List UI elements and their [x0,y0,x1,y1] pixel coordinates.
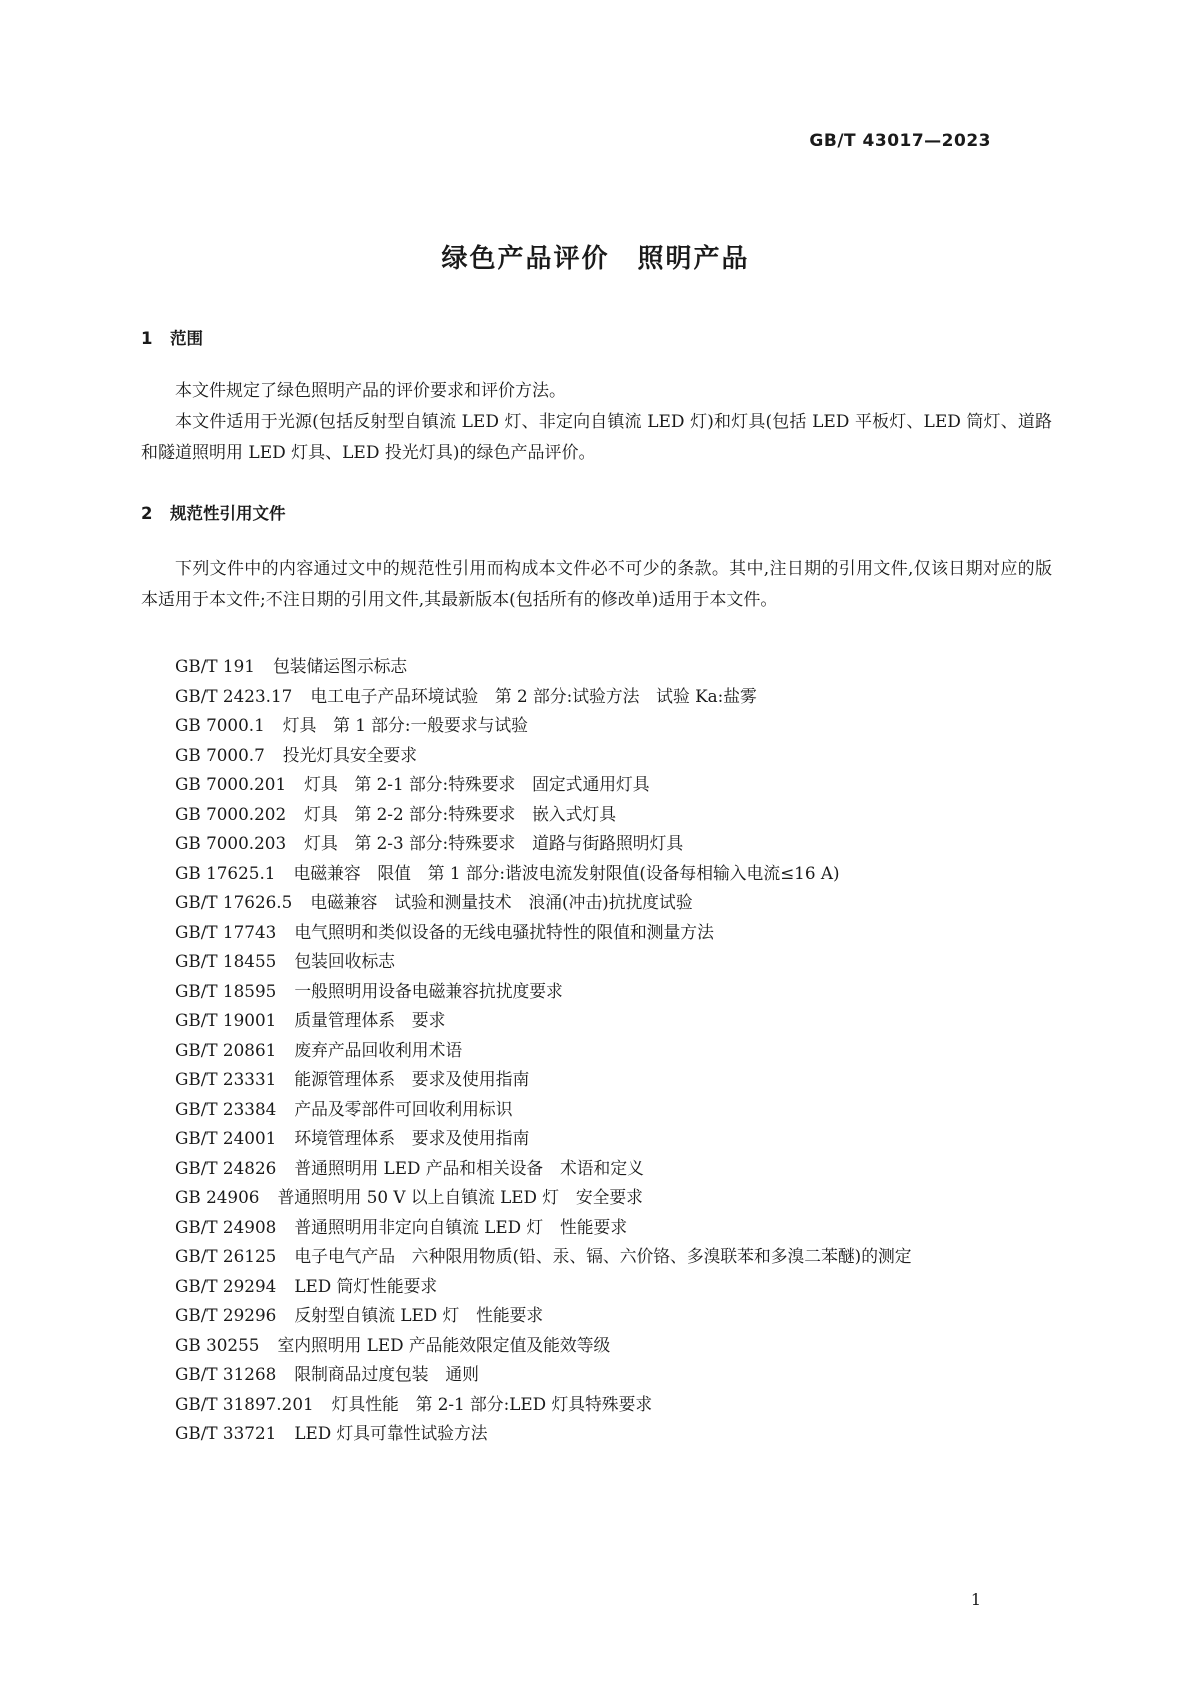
reference-title: 灯具 第 2-2 部分:特殊要求 嵌入式灯具 [304,803,617,824]
reference-item [175,977,912,1007]
reference-title: 能源管理体系 要求及使用指南 [294,1069,530,1089]
reference-code: GB 7000.201 [175,774,287,794]
section-heading-normative-references [141,500,286,524]
section-number: 1 [141,329,153,348]
reference-item [175,1331,912,1361]
reference-title: 电磁兼容 试验和测量技术 浪涌(冲击)抗扰度试验 [310,892,693,912]
reference-code: GB/T 33721 [175,1423,277,1443]
reference-item [175,682,912,712]
reference-item [175,918,912,948]
reference-code: GB/T 23384 [175,1098,277,1119]
reference-item [175,770,912,800]
references-intro-paragraph: 下列文件中的内容通过文中的规范性引用而构成本文件必不可少的条款。其中,注日期的引用文件,仅该日期对应的版本适用于本文件;不注日期的引用文件,其最新版本(包括所有的修改单)适用于本文件。 [141,559,1052,610]
reference-title: 普通照明用非定向自镇流 LED 灯 性能要求 [294,1216,628,1237]
reference-item [175,800,912,830]
reference-code: GB/T 18455 [175,951,277,971]
reference-item [175,711,912,741]
reference-title: 电磁兼容 限值 第 1 部分:谐波电流发射限值(设备每相输入电流≤16 A) [293,862,840,883]
reference-title: 灯具 第 1 部分:一般要求与试验 [282,715,528,735]
reference-code: GB/T 24826 [175,1157,277,1178]
reference-item [175,1183,912,1213]
reference-title: 电气照明和类似设备的无线电骚扰特性的限值和测量方法 [294,921,714,942]
reference-item [175,1213,912,1243]
reference-item [175,1360,912,1390]
reference-title: 反射型自镇流 LED 灯 性能要求 [294,1305,544,1325]
scope-paragraph-2: 本文件适用于光源(包括反射型自镇流 LED 灯、非定向自镇流 LED 灯)和灯具(包括 LED 平板灯、LED 筒灯、道路和隧道照明用 LED 灯具、LED 投光灯具)的绿色产品评价。 [141,412,1052,463]
standard-code: GB/T 43017—2023 [809,131,991,151]
reference-item [175,1006,912,1036]
reference-code: GB 7000.202 [175,803,287,824]
reference-code: GB 24906 [175,1187,260,1207]
section-title: 范围 [170,329,203,348]
reference-code: GB/T 23331 [175,1069,277,1089]
reference-title: LED 筒灯性能要求 [294,1275,438,1296]
reference-item [175,1301,912,1331]
reference-list [175,652,912,1449]
reference-title: 灯具 第 2-3 部分:特殊要求 道路与街路照明灯具 [304,833,684,853]
reference-code: GB 7000.1 [175,715,265,735]
section-number: 2 [141,504,153,523]
reference-item [175,741,912,771]
reference-code: GB 17625.1 [175,862,276,883]
reference-item [175,859,912,889]
reference-code: GB/T 31268 [175,1364,277,1384]
reference-title: 灯具性能 第 2-1 部分:LED 灯具特殊要求 [331,1393,653,1414]
reference-code: GB/T 31897.201 [175,1393,314,1414]
reference-item [175,947,912,977]
reference-item [175,1154,912,1184]
reference-item [175,1242,912,1272]
reference-title: 质量管理体系 要求 [294,1010,446,1030]
reference-code: GB/T 29294 [175,1275,277,1296]
reference-code: GB/T 20861 [175,1039,277,1060]
reference-item [175,888,912,918]
reference-code: GB/T 191 [175,656,255,676]
reference-title: 普通照明用 50 V 以上自镇流 LED 灯 安全要求 [277,1187,643,1207]
reference-title: LED 灯具可靠性试验方法 [294,1423,488,1443]
reference-item [175,652,912,682]
reference-code: GB 7000.203 [175,833,287,853]
reference-title: 普通照明用 LED 产品和相关设备 术语和定义 [294,1157,644,1178]
reference-code: GB/T 29296 [175,1305,277,1325]
reference-title: 包装回收标志 [294,951,396,971]
reference-title: 灯具 第 2-1 部分:特殊要求 固定式通用灯具 [304,774,650,794]
reference-code: GB/T 17626.5 [175,892,293,912]
reference-item [175,1272,912,1302]
reference-title: 废弃产品回收利用术语 [294,1039,463,1060]
reference-title: 电工电子产品环境试验 第 2 部分:试验方法 试验 Ka:盐雾 [310,685,757,706]
reference-item [175,1124,912,1154]
reference-item [175,829,912,859]
reference-title: 包装储运图示标志 [272,656,408,676]
reference-title: 环境管理体系 要求及使用指南 [294,1128,530,1148]
reference-code: GB 30255 [175,1334,260,1355]
reference-title: 投光灯具安全要求 [282,744,418,765]
reference-code: GB/T 19001 [175,1010,277,1030]
page-number: 1 [970,1590,981,1609]
reference-code: GB/T 24001 [175,1128,277,1148]
reference-code: GB/T 2423.17 [175,685,293,706]
reference-title: 产品及零部件可回收利用标识 [294,1098,513,1119]
reference-title: 室内照明用 LED 产品能效限定值及能效等级 [277,1334,611,1355]
document-title: 绿色产品评价 照明产品 [441,244,750,274]
reference-code: GB 7000.7 [175,744,265,765]
section-heading-scope [141,325,203,349]
reference-code: GB/T 24908 [175,1216,277,1237]
reference-code: GB/T 26125 [175,1246,277,1266]
reference-item [175,1065,912,1095]
section-title: 规范性引用文件 [170,504,286,523]
reference-item [175,1095,912,1125]
reference-title: 限制商品过度包装 通则 [294,1364,479,1384]
reference-code: GB/T 17743 [175,921,277,942]
reference-item [175,1419,912,1449]
reference-item [175,1036,912,1066]
reference-item [175,1390,912,1420]
reference-code: GB/T 18595 [175,980,277,1001]
scope-paragraph-1: 本文件规定了绿色照明产品的评价要求和评价方法。 [175,381,566,401]
reference-title: 一般照明用设备电磁兼容抗扰度要求 [294,980,563,1001]
reference-title: 电子电气产品 六种限用物质(铅、汞、镉、六价铬、多溴联苯和多溴二苯醚)的测定 [294,1246,912,1266]
